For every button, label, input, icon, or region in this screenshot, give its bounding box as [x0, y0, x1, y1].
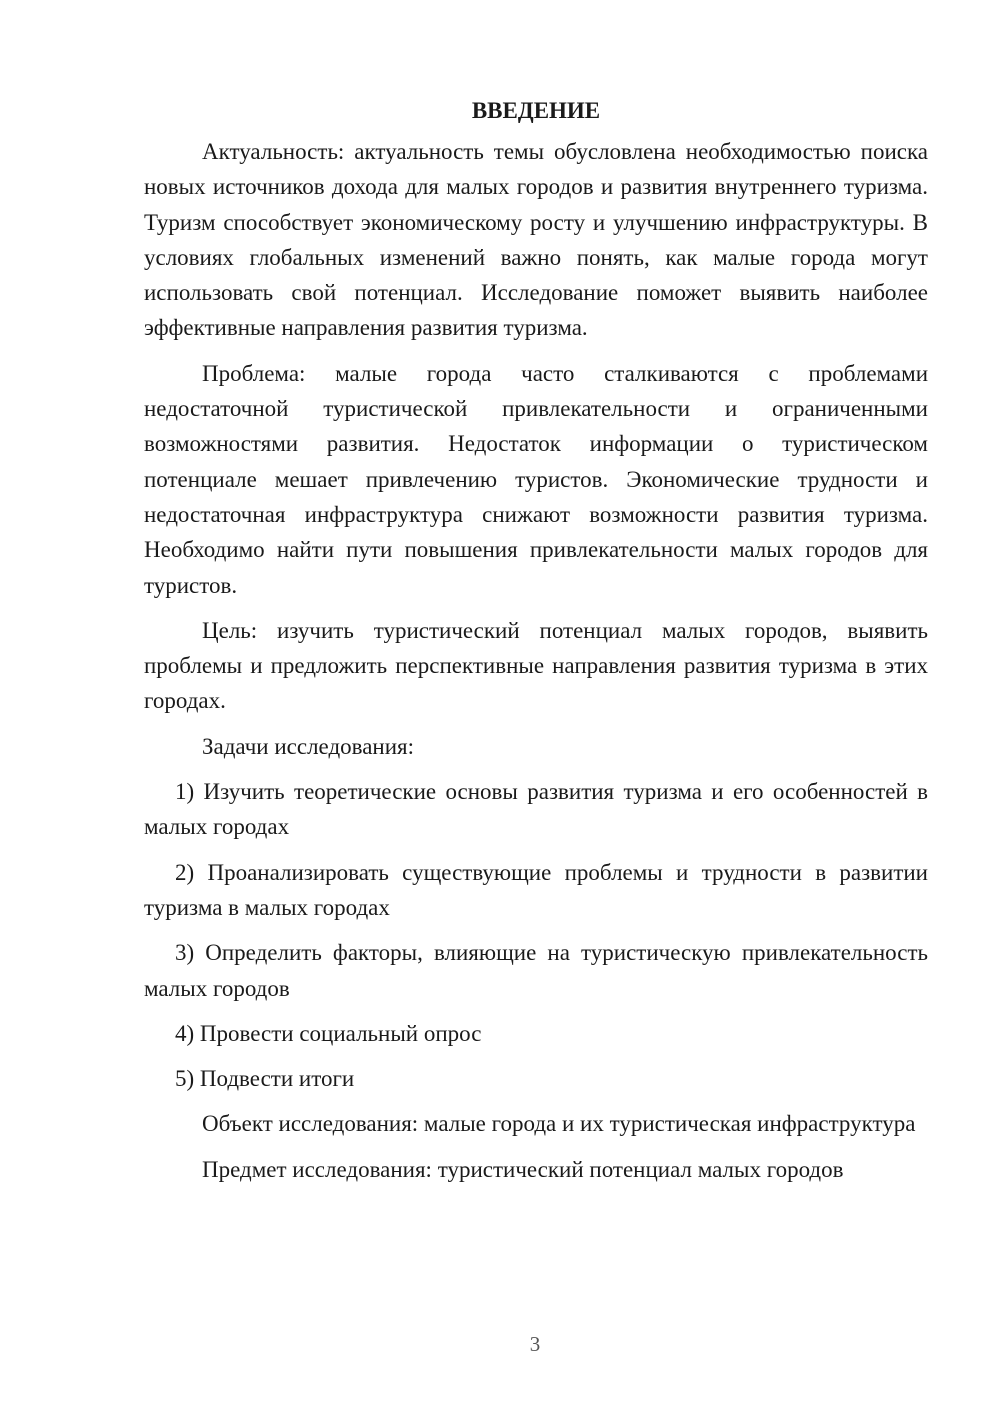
relevance-paragraph: Актуальность: актуальность темы обусловлена необходимостью поиска новых источников дохода для малых городов и развития внутреннего туризма. Туризм способствует экономическому росту и улучшению инфраструктуры. В условиях глобальных изменений важно понять, как малые города могут использовать свой потенциал. Исследование поможет выявить наиболее эффективные направления развития туризма. — [144, 139, 928, 341]
section-heading: ВВЕДЕНИЕ — [471, 98, 601, 123]
task-item-3: 3) Определить факторы, влияющие на туристическую привлекательность малых городов — [144, 940, 928, 1001]
page-number: 3 — [529, 1332, 541, 1356]
subject-paragraph: Предмет исследования: туристический потенциал малых городов — [202, 1156, 844, 1182]
object-paragraph: Объект исследования: малые города и их туристическая инфраструктура — [202, 1111, 916, 1137]
tasks-title: Задачи исследования: — [202, 733, 415, 759]
problem-paragraph: Проблема: малые города часто сталкиваются с проблемами недостаточной туристической привлекательности и ограниченными возможностями развития. Недостаток информации о туристическом потенциале мешает привлечению туристов. Экономические трудности и недостаточная инфраструктура снижают возможности развития туризма. Необходимо найти пути повышения привлекательности малых городов для туристов. — [144, 360, 928, 598]
task-item-2: 2) Проанализировать существующие проблемы и трудности в развитии туризма в малых городах — [144, 859, 928, 920]
task-item-1: 1) Изучить теоретические основы развития туризма и его особенностей в малых городах — [144, 779, 928, 840]
page-content — [144, 96, 928, 1197]
goal-paragraph: Цель: изучить туристический потенциал малых городов, выявить проблемы и предложить перспективные направления развития туризма в этих городах. — [144, 617, 928, 714]
task-item-4: 4) Провести социальный опрос — [175, 1020, 482, 1046]
task-item-5: 5) Подвести итоги — [175, 1066, 355, 1092]
